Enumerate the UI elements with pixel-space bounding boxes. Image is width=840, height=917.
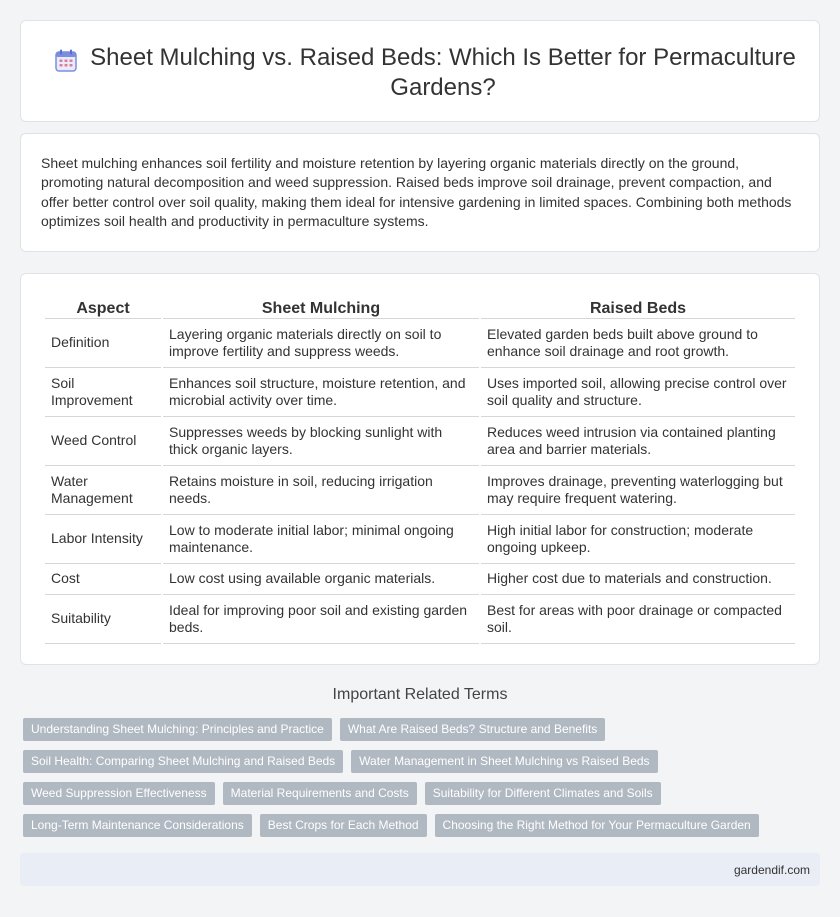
aspect-cell: Definition <box>45 319 161 368</box>
aspect-cell: Water Management <box>45 466 161 515</box>
calendar-icon <box>53 48 79 74</box>
related-terms-heading: Important Related Terms <box>332 686 508 703</box>
header-aspect: Aspect <box>45 296 161 319</box>
footer <box>20 853 820 886</box>
sheet-mulching-cell: Suppresses weeds by blocking sunlight with thick organic layers. <box>163 417 479 466</box>
raised-beds-cell: Higher cost due to materials and construction. <box>481 564 795 595</box>
page-title: Sheet Mulching vs. Raised Beds: Which Is Better for Permaculture Gardens? <box>90 44 796 101</box>
related-term-tag[interactable]: Long-Term Maintenance Considerations <box>23 814 252 837</box>
sheet-mulching-cell: Enhances soil structure, moisture retention, and microbial activity over time. <box>163 368 479 417</box>
aspect-cell: Suitability <box>45 595 161 644</box>
table-header-row <box>45 296 795 319</box>
comparison-card <box>20 273 820 665</box>
related-term-tag[interactable]: Suitability for Different Climates and Soils <box>425 782 661 805</box>
header-raised-beds: Raised Beds <box>481 296 795 319</box>
related-term-tag[interactable]: Weed Suppression Effectiveness <box>23 782 215 805</box>
aspect-cell: Soil Improvement <box>45 368 161 417</box>
sheet-mulching-cell: Low to moderate initial labor; minimal ongoing maintenance. <box>163 515 479 564</box>
table-row <box>45 564 795 595</box>
related-terms-list <box>23 718 823 846</box>
related-term-tag[interactable]: Soil Health: Comparing Sheet Mulching and Raised Beds <box>23 750 343 773</box>
related-term-tag[interactable]: Understanding Sheet Mulching: Principles and Practice <box>23 718 332 741</box>
table-row <box>45 417 795 466</box>
raised-beds-cell: High initial labor for construction; moderate ongoing upkeep. <box>481 515 795 564</box>
intro-paragraph: Sheet mulching enhances soil fertility and moisture retention by layering organic materials directly on the ground, promoting natural decomposition and weed suppression. Raised beds improve soil drainage, prevent compaction, and offer better control over soil quality, making them ideal for intensive gardening in limited spaces. Combining both methods optimizes soil health and productivity in permaculture systems. <box>41 155 792 229</box>
raised-beds-cell: Reduces weed intrusion via contained planting area and barrier materials. <box>481 417 795 466</box>
footer-site-link[interactable]: gardendif.com <box>733 863 810 877</box>
table-row <box>45 515 795 564</box>
tag-row <box>23 750 823 773</box>
tag-row <box>23 718 823 741</box>
table-row <box>45 466 795 515</box>
table-row <box>45 595 795 644</box>
aspect-cell: Cost <box>45 564 161 595</box>
related-term-tag[interactable]: Material Requirements and Costs <box>223 782 417 805</box>
aspect-cell: Labor Intensity <box>45 515 161 564</box>
related-term-tag[interactable]: Choosing the Right Method for Your Permaculture Garden <box>435 814 759 837</box>
comparison-table <box>43 296 797 644</box>
sheet-mulching-cell: Ideal for improving poor soil and existing garden beds. <box>163 595 479 644</box>
table-row <box>45 319 795 368</box>
sheet-mulching-cell: Retains moisture in soil, reducing irrigation needs. <box>163 466 479 515</box>
header-card <box>20 20 820 122</box>
sheet-mulching-cell: Low cost using available organic materials. <box>163 564 479 595</box>
related-term-tag[interactable]: Best Crops for Each Method <box>260 814 427 837</box>
intro-card <box>20 133 820 252</box>
raised-beds-cell: Improves drainage, preventing waterlogging but may require frequent watering. <box>481 466 795 515</box>
raised-beds-cell: Best for areas with poor drainage or compacted soil. <box>481 595 795 644</box>
header-sheet-mulching: Sheet Mulching <box>163 296 479 319</box>
tag-row <box>23 782 823 805</box>
raised-beds-cell: Elevated garden beds built above ground to enhance soil drainage and root growth. <box>481 319 795 368</box>
raised-beds-cell: Uses imported soil, allowing precise control over soil quality and structure. <box>481 368 795 417</box>
table-row <box>45 368 795 417</box>
sheet-mulching-cell: Layering organic materials directly on soil to improve fertility and suppress weeds. <box>163 319 479 368</box>
related-term-tag[interactable]: What Are Raised Beds? Structure and Benefits <box>340 718 605 741</box>
tag-row <box>23 814 823 837</box>
related-term-tag[interactable]: Water Management in Sheet Mulching vs Raised Beds <box>351 750 657 773</box>
aspect-cell: Weed Control <box>45 417 161 466</box>
